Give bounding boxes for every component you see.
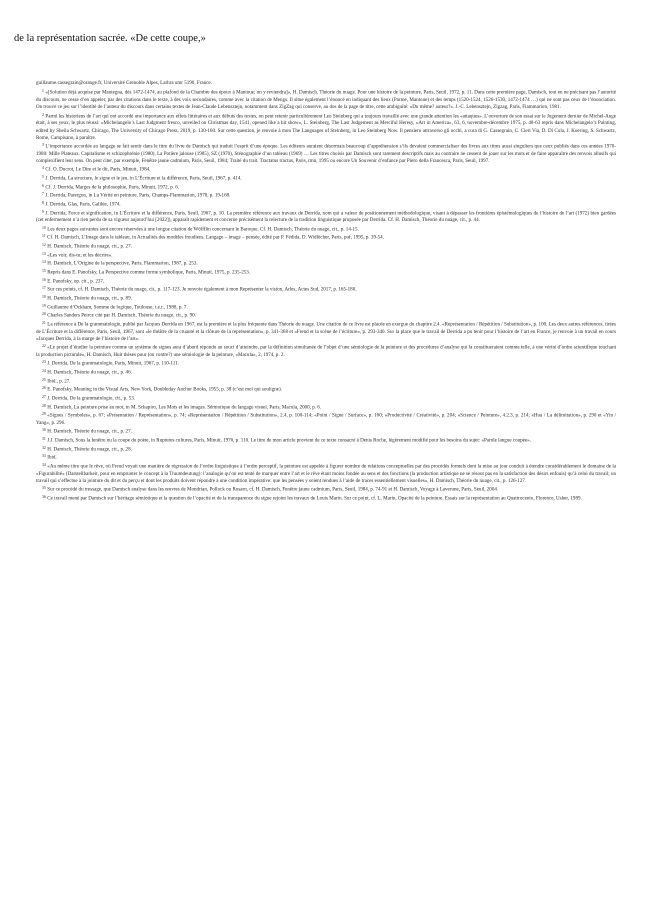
footnote-number: 15 (42, 269, 46, 274)
footnote-number: 7 (42, 192, 44, 197)
footnote-number: 1 (42, 89, 44, 94)
footnote (36, 200, 616, 209)
footnote-number: 5 (42, 175, 44, 180)
footnote-number: 31 (42, 437, 46, 441)
footnote-number: 4 (42, 166, 44, 171)
footnote-text: H. Damisch, Théorie du nuage, cit., p. 28. (47, 446, 132, 453)
footnote-number: 32 (42, 445, 46, 450)
footnote-number: 22 (42, 344, 46, 349)
footnote-number: 14 (42, 260, 46, 265)
footnote-text: J. Derrida, De la grammatologie, Paris, Minuit, 1967, p. 110-111. (47, 360, 179, 367)
footnote-text: H. Damisch, Théorie du nuage, cit., p. 27. (47, 428, 132, 435)
footnote-number: 34 (42, 463, 46, 468)
footnote (36, 427, 616, 436)
footnote-text: «Au même titre que le rêve, où Freud voyait une manière de régression de l’ordre linguistique à l’ordre perceptif, la peinture est appelée à figurer nombre de relations conceptuelles par des procédés formels dont la mise au jour conduit à étendre considérablement le domaine de la «Figurabilité» (Darstellbarkeit, pour en emprunter le concept à la Traumdeutung): l’analogie qu’on est tenté de marquer entre l’art et le rêve étant moins fondée au sens et des fonctions (la production artistique ne se résout pas en la satisfaction des désirs enfouis) qu’à celui du travail; un travail qui s’effectue à la jointure du dit et du perçu et dont les produits doivent répondre à une condition impérative: que les pensées y soient rendues à l’aide de traces essentiellement visuelles», H. Damisch, Théorie du nuage, cit., p. 126-127. (36, 463, 616, 484)
footnote-text: «Signes / Symboles», p. 67; «Présentation / Représentation», p. 74; «Représentation / Répétition / Substitution», 2.4, p. 100-114; «Point / Signe / Surface», p. 160; «Productivité / Créativité», p. 204; «Science / Peinture», 4.2.3, p. 214; «Hua / La délimitation», p. 290 et «Yin / Yang», p. 296. (36, 412, 616, 427)
footnote-text: H. Damisch, Théorie du nuage, cit., p. 89. (47, 295, 132, 302)
footnote (36, 485, 616, 494)
footnote-number: 29 (42, 412, 46, 417)
footnote-text: Cf. J. Derrida, Marges de la philosophie, Paris, Minuit, 1972, p. 6. (45, 184, 180, 191)
footnote-text: Sur ce procédé du tressage, que Damisch analyse dans les œuvres de Mondrian, Pollock ou Rosarn, cf. H. Damisch, Fenêtre jaune cadmium, Paris, Seuil, 1984, p. 74-91 et H. Damisch, Voyage à Laverune, Paris, Seuil, 2004. (47, 486, 499, 493)
footnote-text: «Le projet d’étudier la peinture comme un système de signes aura d’abord répondu au souci d’atteindre, par la définition simultanée de l’objet d’une sémiologie de la peinture et des procédures d’analyse qui la constitueraient comme telle, à une vérité d’ordre scientifique touchant la production picturale», H. Damisch, Huit thèses pour (ou contre?) une sémiologie de la peinture, «Macula», 2, 1974, p. 2. (36, 344, 616, 359)
footnote (36, 165, 616, 174)
footnote (36, 242, 616, 251)
footnote-text: Ibid. (47, 454, 57, 461)
footnote-text: H. Damisch, Théorie du nuage, cit., p. 27. (47, 243, 132, 250)
footnote-text: Repris dans E. Panofsky, La Perspective comme forme symbolique, Paris, Minuit, 1975, p. 235-253. (47, 269, 251, 276)
footnote-number: 6 (42, 183, 44, 188)
footnote (36, 251, 616, 260)
footnote (36, 183, 616, 192)
footnote-number: 12 (42, 243, 46, 248)
footnote-number: 10 (42, 225, 46, 230)
footnote-number: 27 (42, 395, 46, 400)
footnote-list (36, 88, 616, 502)
footnote-number: 25 (42, 377, 46, 382)
footnote-text: J. Derrida, Parergon, in La Vérité en peinture, Paris, Champs-Flammarion, 1978, p. 19-168. (45, 192, 231, 199)
footnote (36, 453, 616, 462)
footnote (36, 494, 616, 503)
footnote (36, 112, 616, 143)
footnote-text: J. Derrida, Glas, Paris, Galilée, 1974. (45, 201, 121, 208)
footnote-number: 16 (42, 277, 46, 282)
footnote-number: 13 (42, 251, 46, 256)
footnote (36, 303, 616, 312)
footnote-text: «Les voir, dis-tu; et les décrire». (47, 252, 113, 259)
footnote-number: 20 (42, 312, 46, 317)
footnote (36, 462, 616, 485)
footnote (36, 320, 616, 343)
footnote (36, 385, 616, 394)
footnote (36, 174, 616, 183)
footnote-text: J. Derrida, De la grammatologie, cit., p. 53. (47, 395, 136, 402)
footnote-number: 11 (42, 234, 46, 239)
footnote (36, 225, 616, 234)
page-header-text: de la représentation sacrée. «De cette coupe,» (14, 33, 206, 44)
footnote-text: Guillaume d’Ockham, Somme de logique, Toulouse, t.e.r., 1988, p. 7. (47, 304, 188, 311)
footnote-number: 33 (42, 454, 46, 459)
footnote-text: H. Damisch, La peinture prise au mot, in M. Schapiro, Les Mots et les images. Sémiotique du langage visuel, Paris, Macula, 2000, p. 6. (47, 404, 322, 411)
footnote-number: 8 (42, 201, 44, 206)
footnote (36, 294, 616, 303)
footnote (36, 209, 616, 225)
footnote (36, 436, 616, 445)
footnote (36, 88, 616, 111)
footnote-number: 35 (42, 486, 46, 491)
footnote-number: 2 (42, 112, 44, 117)
footnote (36, 285, 616, 294)
footnote (36, 191, 616, 200)
footnote (36, 411, 616, 427)
footnote-text: H. Damisch, Théorie du nuage, cit., p. 46. (47, 369, 132, 376)
footnote (36, 277, 616, 286)
footnote (36, 233, 616, 242)
footnote (36, 359, 616, 368)
footnote-text: E. Panofsky, op. cit., p. 237. (47, 278, 105, 285)
footnote-text: J. Derrida, La structure, le signe et le jeu, in L’Écriture et la différence, Paris, Seuil, 1967, p. 414. (45, 175, 242, 182)
footnote-number: 3 (42, 143, 44, 148)
footnote-text: J.J. Damisch, Sous la fenêtre ou la coupe du poète, in Ruptures cultures, Paris, Minuit, 1976, p. 110. Le titre de mon article provient de ce texte consacré à Denis Roche, légèrement modifié pour les besoins du sujet: «Parole langue coupée». (47, 437, 531, 444)
footnote-text: L’importance accordée au langage se fait sentir dans le titre du livre de Damisch qui traduit l’esprit d’une époque. Les éditeurs auraient désormais beaucoup d’appréhension s’ils devaient commercialiser des livres aux titres aussi singuliers que ceux publiés dans ces années 1970-1980: Mille Plateaux. Capitalisme et schizophrénie (1980), La Potière jalouse (1985), SZ (1970), Sténographie d’un tableau (1969) … Les titres choisis par Damisch sont rarement descriptifs mais au contraire ne cessent de jouer sur les mots et de faire apparaître des renvois allusifs qui complexifient leur sens. On peut citer, par exemple, Fenêtre jaune cadmium, Paris, Seuil, 1984; Traité du trait. Tractatus tractus, Paris, rmn, 1995 ou encore Un Souvenir d’enfance par Piero della Francesca, Paris, Seuil, 1997. (36, 143, 616, 165)
footnote-number: 21 (42, 321, 46, 326)
footnote-text: Ce travail mené par Damisch sur l’héritage sémiotique et la question de l’opacité et de la transparence du signe rejoint les travaux de Louis Marin. Sur ce point, cf. L. Marin, Opacité de la peinture. Essais sur la représentation au Quattrocento, Florence, Usher, 1989. (47, 495, 582, 502)
footnote (36, 142, 616, 165)
footnote-number: 30 (42, 428, 46, 433)
footnote-number: 28 (42, 403, 46, 408)
footnote-text: E. Panofsky, Meaning in the Visual Arts, New York, Doubleday Anchor Books, 1955, p. 38 (c’est moi qui souligne). (47, 386, 282, 393)
footnote (36, 268, 616, 277)
footnote-text: Les deux pages suivantes sont encore réservées à une longue citation de Wölfflin concernant le Baroque. Cf. H. Damisch, Théorie du nuage, cit., p. 14-15. (47, 226, 359, 233)
footnote (36, 311, 616, 320)
footnote (36, 394, 616, 403)
footnote-text: Cf. H. Damisch, L’Image dans le tableau, in Actualités des modèles freudiens. Langage – image – pensée, édité par P. Fédida, D. Widlöcher, Paris, puf, 1995, p. 39-54. (47, 234, 384, 241)
footnote-text: «[Solution déjà acquise par Mantegna, dès 1472-1474, au plafond de la Chambre des époux à Mantoue; on y reviendra]», H. Damisch, Théorie du nuage. Pour une histoire de la peinture, Paris, Seuil, 1972, p. 11. Dans cette première page, Damisch, tout en ne précisant pas l’autorité du discours, ne cesse d’en appeler, par des citations dans le texte, à des voix secondaires, comme avec la citation de Mengs. Il situe également l’énoncé en indiquant des lieux (Parme, Mantoue) et des temps (1520-1524, 1526-1530, 1472-1474 …) qui ne sont pas ceux de l’énonciation. On trouve ce jeu sur l’identité de l’auteur du discours dans certains textes de Jean-Claude Lebensztejn, notamment dans ZigZag qui conserve, au dos de la page de titre, cette ambiguïté: «Du même? auteur?». J.-C. Lebensztejn, Zigzag, Paris, Flammarion, 1981. (36, 89, 616, 111)
footnote-number: 23 (42, 360, 46, 365)
footnote-text: Cf. O. Ducrot, Le Dire et le dit, Paris, Minuit, 1984. (45, 166, 151, 173)
footnote-text: Sur ces points, cf. H. Damisch, Théorie du nuage, cit., p. 117-123. Je renvoie également à mon Représenter la vision, Arles, Actes Sud, 2017, p. 165-180. (47, 286, 357, 293)
footnote (36, 377, 616, 386)
footnote (36, 343, 616, 359)
footnote-text: J. Derrida, Force et signification, in L’Écriture et la différence, Paris, Seuil, 1967, p. 10. La première référence aux travaux de Derrida, nom qui a valeur de positionnement méthodologique, visant à dépasser les frontières épistémologiques de l’histoire de l’art (1972) bien gardées (cet enfermement n’a rien perdu de sa vigueur aujourd’hui [2022]), apparaît rapidement et concerne précisément la relecture de la tradition linguistique proposée par Derrida. Cf. H. Damisch, Théorie du nuage, cit., p. 44. (36, 210, 616, 224)
footnote (36, 368, 616, 377)
footnote-number: 24 (42, 369, 46, 374)
footnotes (36, 80, 616, 503)
author-affiliation: guillaume.cassegrain@orange.fr, Université Grenoble Alpes, Larhra umr 5190, France. (36, 80, 212, 86)
footnote-number: 17 (42, 286, 46, 291)
footnote (36, 259, 616, 268)
footnote-text: H. Damisch, L’Origine de la perspective, Paris, Flammarion, 1987, p. 253. (47, 260, 198, 267)
footnote-text: Charles Sanders Peirce cité par H. Damisch, Théorie du nuage, cit., p. 90. (47, 312, 196, 319)
footnote (36, 403, 616, 412)
footnote-number: 18 (42, 295, 46, 300)
footnote-number: 9 (42, 209, 44, 214)
footnote-text: Parmi les historiens de l’art qui ont accordé une importance aux effets littéraires et aux débuts des textes, on peut retenir particulièrement Leo Steinberg qui a toujours travaillé avec une grande attention les «attaques». L’ouverture de son essai sur le Jugement dernier de Michel-Ange était, à ses yeux, le plus réussi: «Michelangelo’s Last Judgment fresco, unveiled on Christmas day, 1541, opened like a hit show», L. Steinberg, The Last Judgement as Merciful Heresy, «Art in America», 63, 6, novembre-décembre 1975, p. 48-63 repris dans Michelangelo’s Painting, edited by Sheila Schwartz, Chicago, The University of Chicago Press, 2019, p. 130-160. Sur cette question, je renvoie à mon The Languages of Steinberg, in Leo Steinberg Now. Il pensiero attraverso gli occhi, a cura di G. Cassegrain, C. Cieri Via, D. Di Cola, J. Koering, S. Schwartz, Rome, Campisano, à paraître. (36, 113, 616, 141)
footnote (36, 445, 616, 454)
footnote-number: 26 (42, 386, 46, 391)
footnote-number: 19 (42, 303, 46, 308)
footnote-text: La référence à De la grammatologie, publié par Jacques Derrida en 1967, est la première et la plus fréquente dans Théorie du nuage. Une citation de ce livre est placée en exergue du chapitre 2.4. «Représentation / Répétition / Substitution», p. 100. Les deux autres références, tirées de L’Écriture et la différence, Paris, Seuil, 1967, sont «le théâtre de la cruauté et la clôture de la représentation», p. 341-368 et «Freud et la scène de l’écriture», p. 293-340. Sur la place que le travail de Derrida a pu tenir pour l’histoire de l’art en France, je renvoie à un travail en cours «Jacques Derrida, à la marge de l’histoire de l’art». (36, 321, 616, 343)
footnote-number: 36 (42, 494, 46, 499)
footnote-text: Ibid., p. 27. (47, 378, 71, 385)
